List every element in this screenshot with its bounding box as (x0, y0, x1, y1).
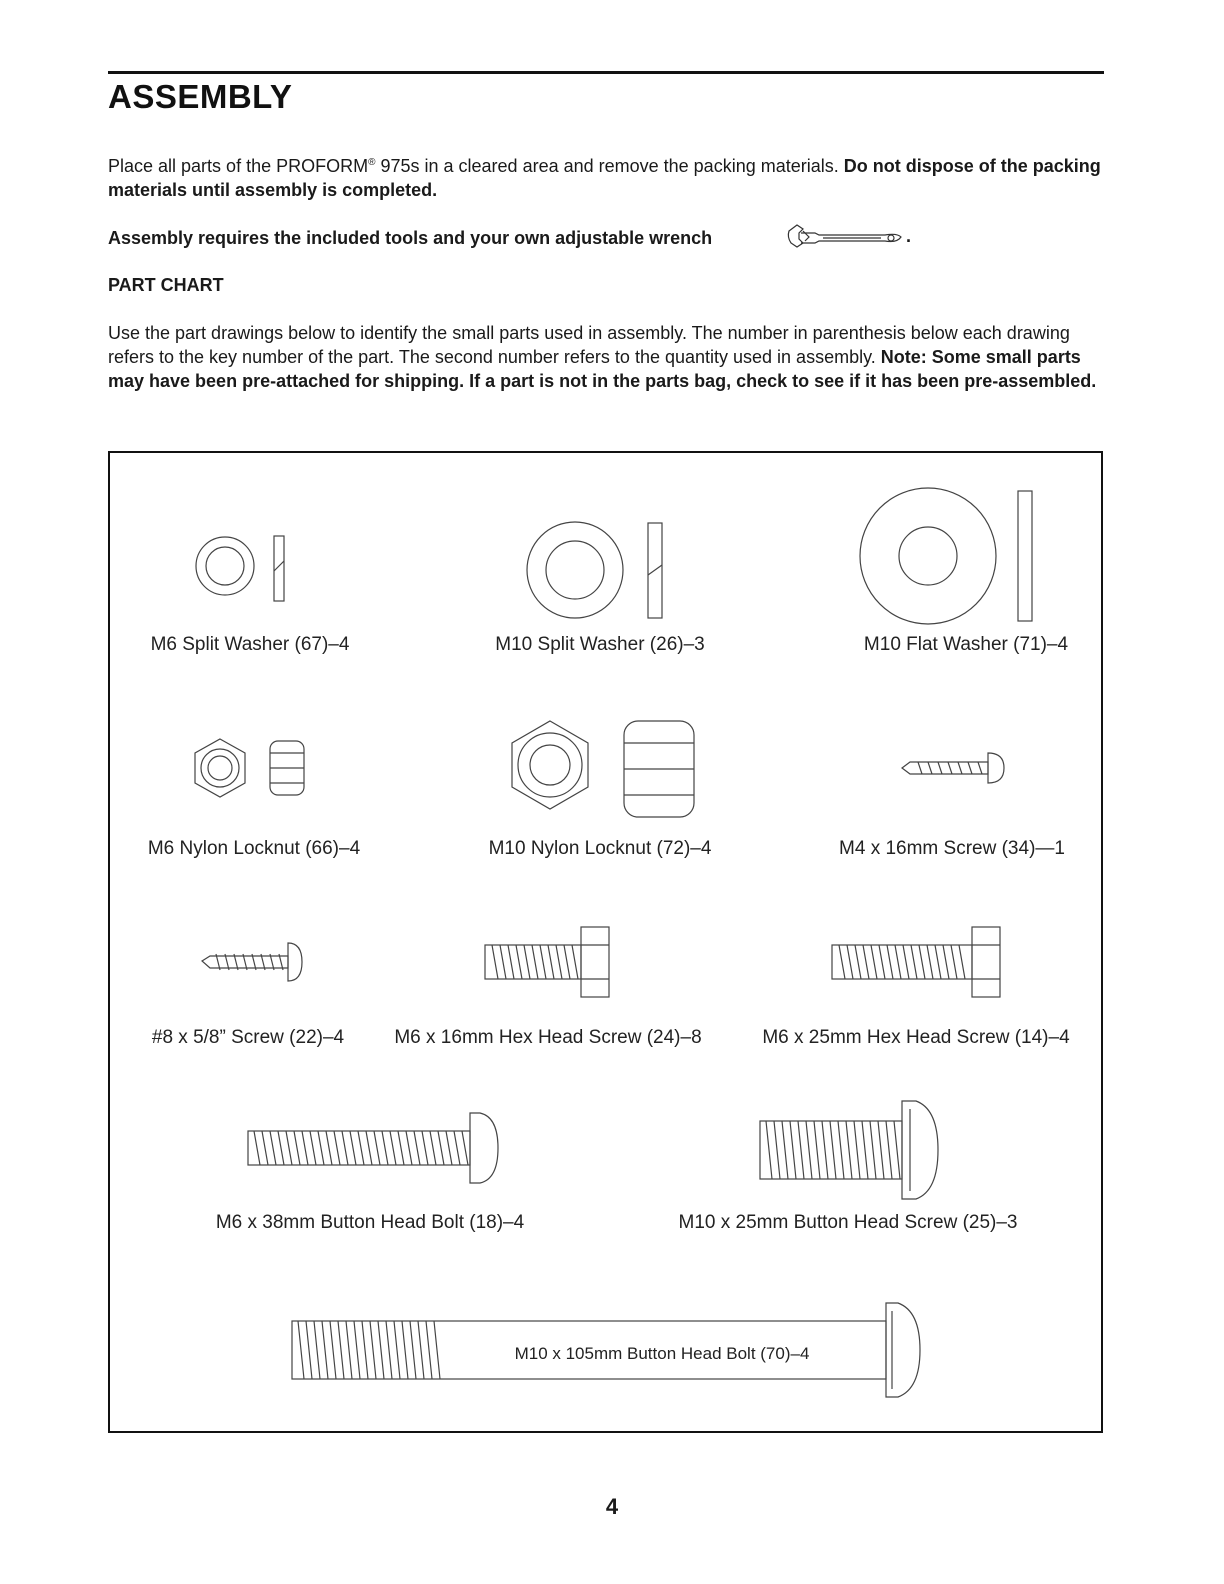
part-label: M10 Nylon Locknut (72)–4 (488, 838, 712, 859)
m4-x-16mm-screw-drawing (902, 753, 1004, 783)
part-chart-description (108, 321, 1108, 393)
m10-split-washer-drawing (527, 522, 662, 618)
intro-text-b: 975s in a cleared area and remove the packing materials. (375, 156, 844, 176)
part-label: M6 x 38mm Button Head Bolt (18)–4 (215, 1212, 525, 1233)
m6-x-25mm-hex-screw-drawing (832, 927, 1000, 997)
part-label: #8 x 5/8” Screw (22)–4 (151, 1027, 345, 1048)
m6-x-38mm-button-bolt-drawing (248, 1113, 498, 1183)
part-label: M6 Split Washer (67)–4 (150, 634, 350, 655)
description-text: Use the part drawings below to identify the small parts used in assembly. The number in parenthesis below each drawing refers to the key number of the part. The second number refers to the quantity used in assembly. (108, 323, 1070, 367)
number-8-screw-drawing (202, 943, 302, 981)
wrench-icon (785, 219, 905, 255)
m6-nylon-locknut-drawing (195, 739, 304, 797)
m10-nylon-locknut-drawing (512, 721, 694, 817)
page-title: ASSEMBLY (108, 78, 293, 115)
part-chart-box (108, 451, 1103, 1433)
part-label: M6 Nylon Locknut (66)–4 (147, 838, 361, 859)
part-label: M4 x 16mm Screw (34)—1 (839, 838, 1065, 859)
header-rule (108, 71, 1104, 74)
tools-note (108, 226, 1108, 250)
intro-warning: Do not dispose of the packing materials until assembly is completed. (108, 156, 1101, 200)
part-label: M10 x 105mm Button Head Bolt (70)–4 (514, 1344, 810, 1363)
intro-paragraph (108, 154, 1108, 202)
intro-text-a: Place all parts of the PROFORM (108, 156, 369, 176)
part-label: M6 x 16mm Hex Head Screw (24)–8 (394, 1027, 702, 1048)
parts-drawings (110, 453, 1105, 1435)
m10-flat-washer-drawing (860, 488, 1032, 624)
preassembly-note: Note: Some small parts may have been pre-attached for shipping. If a part is not in the parts bag, check to see if it has been pre-assembled. (108, 347, 1097, 391)
page-number: 4 (605, 1494, 619, 1519)
part-label: M10 Split Washer (26)–3 (495, 634, 705, 655)
m10-x-25mm-button-screw-drawing (760, 1101, 938, 1199)
tools-period: . (906, 226, 912, 246)
part-label: M6 x 25mm Hex Head Screw (14)–4 (762, 1027, 1070, 1048)
m6-split-washer-drawing (196, 536, 284, 601)
registered-mark: ® (368, 157, 376, 168)
part-label: M10 Flat Washer (71)–4 (863, 634, 1069, 655)
part-chart-heading: PART CHART (108, 275, 224, 295)
m6-x-16mm-hex-screw-drawing (485, 927, 609, 997)
part-label: M10 x 25mm Button Head Screw (25)–3 (678, 1212, 1018, 1233)
tools-text: Assembly requires the included tools and your own adjustable wrench (108, 228, 713, 248)
